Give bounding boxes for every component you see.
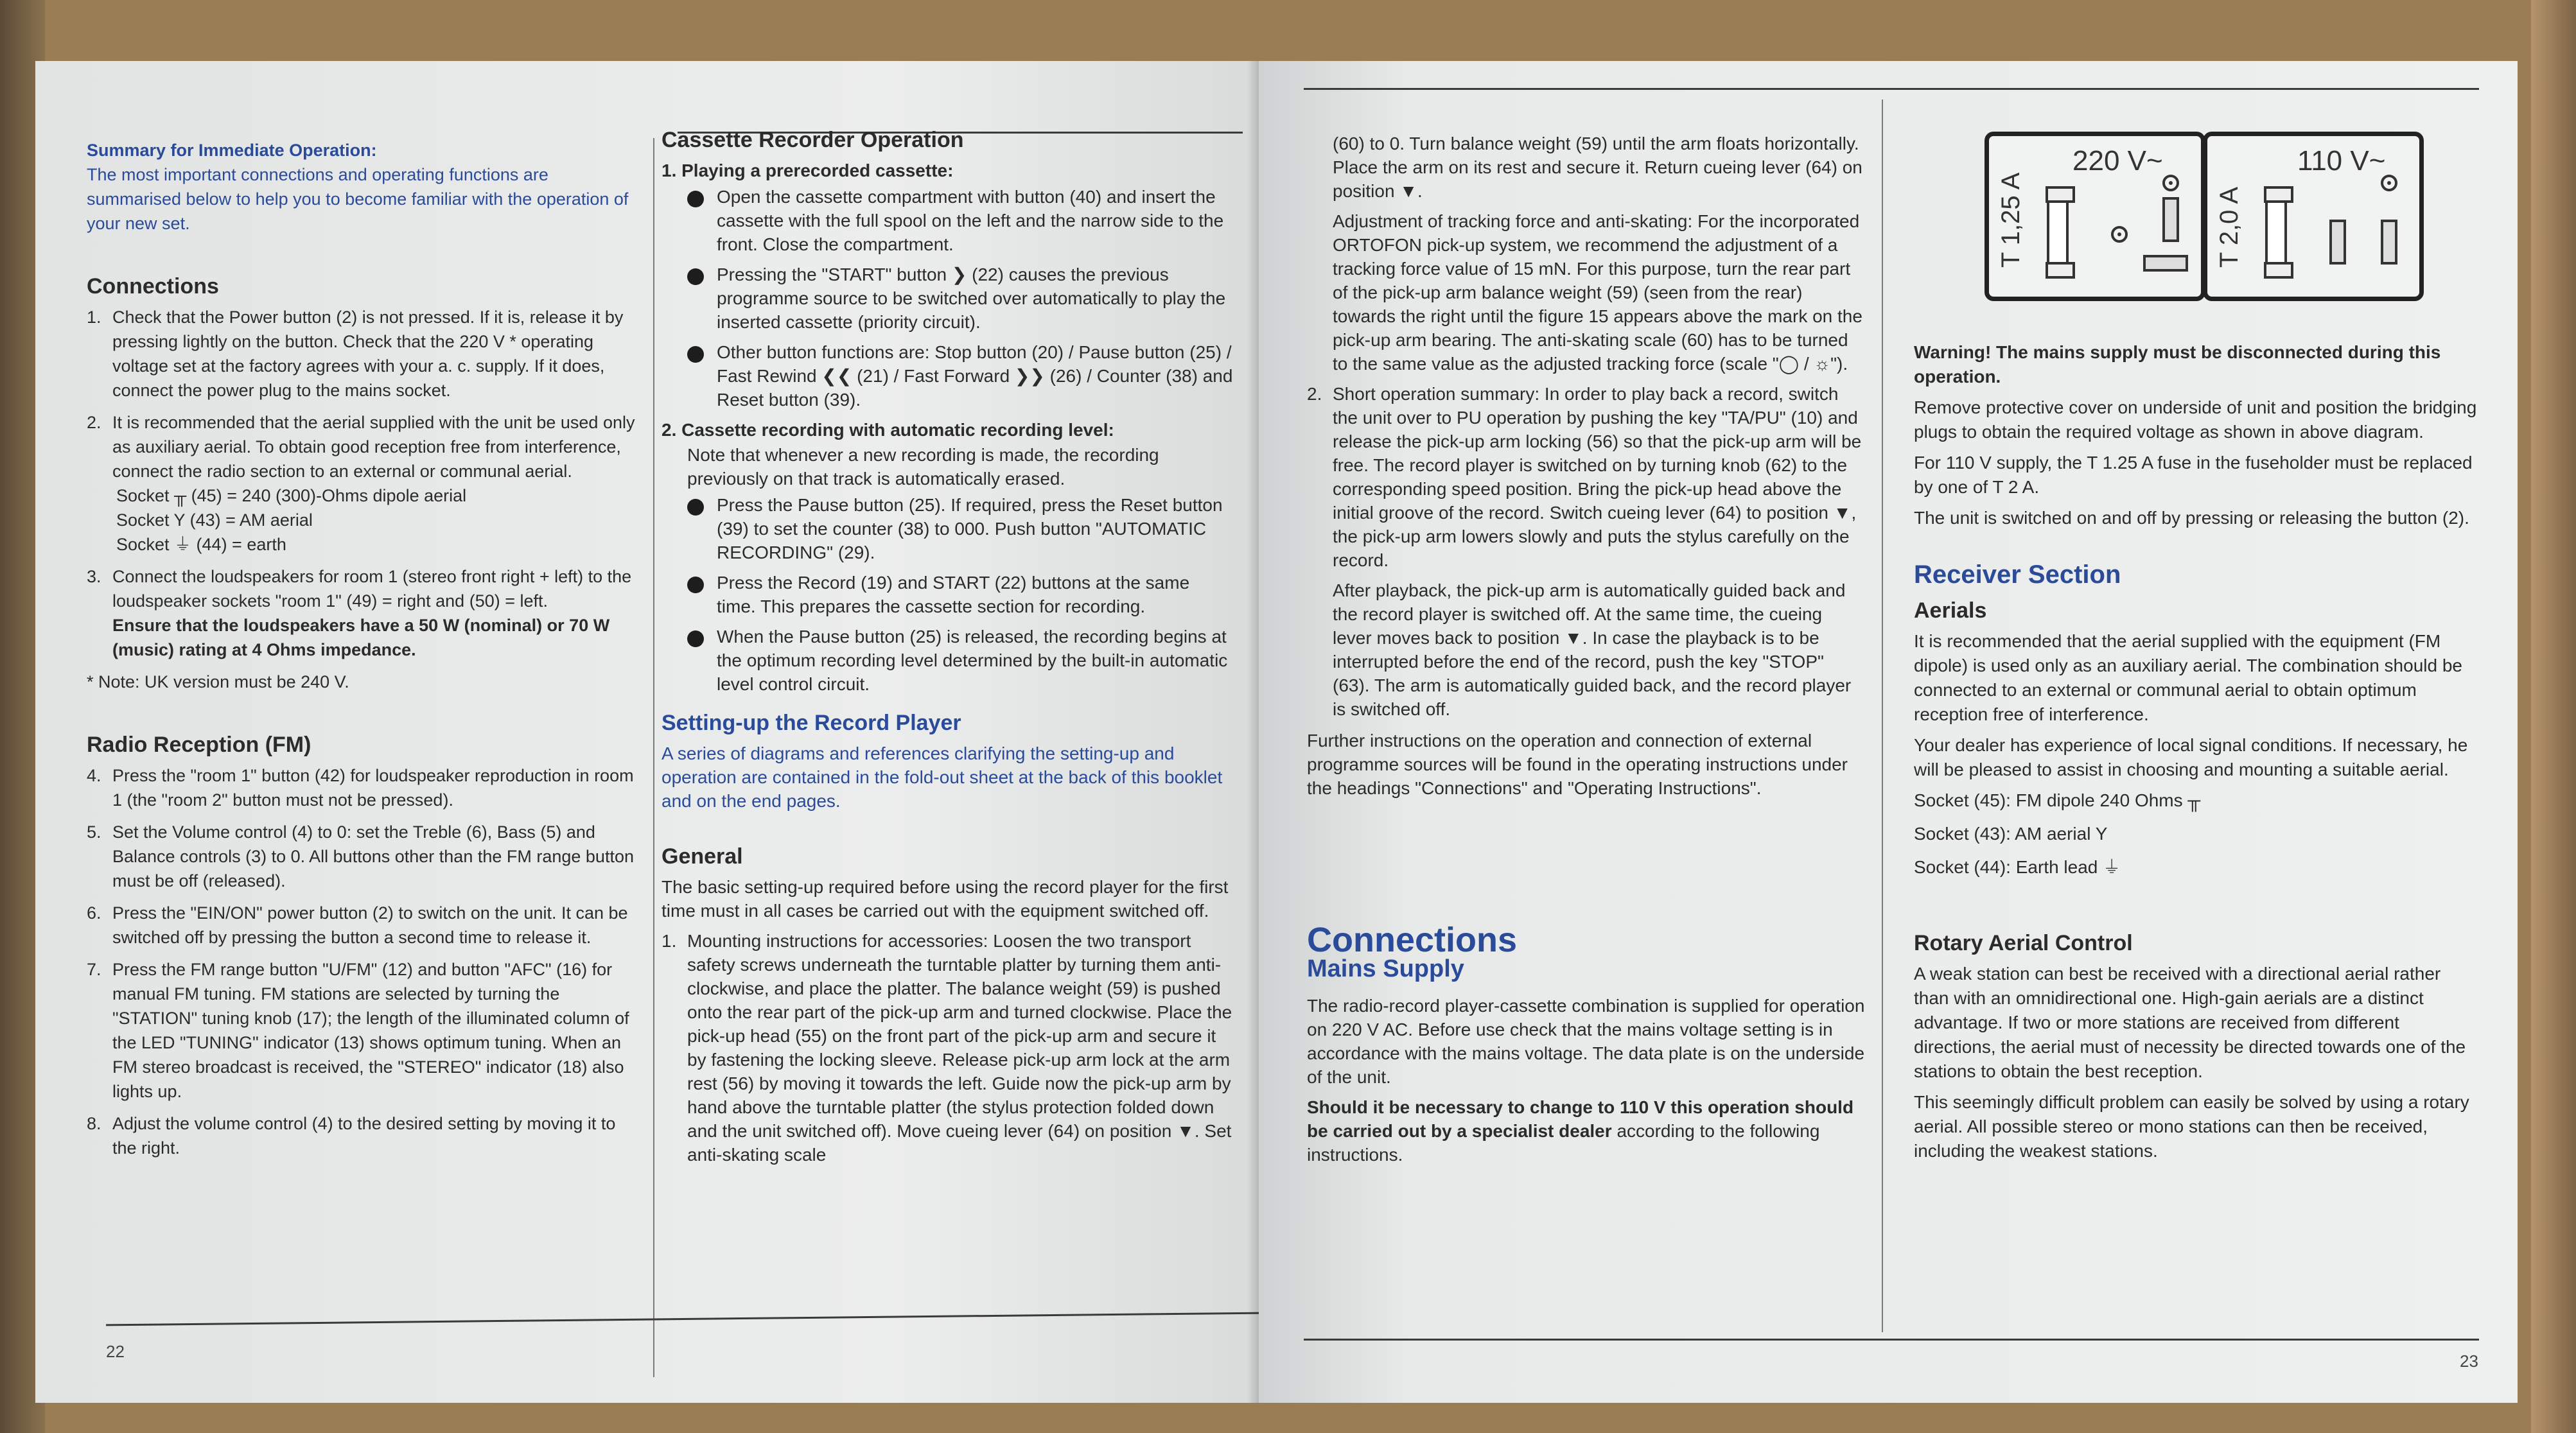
contact-icon <box>2381 175 2397 191</box>
general-heading: General <box>662 844 743 869</box>
warning-text: Warning! The mains supply must be disconnected during this operation. <box>1914 342 2441 386</box>
connections-item-1: 1. Check that the Power button (2) is not pressed. If it is, release it by pressing lightly on the button. Check that the 220 V * operating voltage set at the factory agrees with your a. c. supply. If it does, connect the power plug to the mains socket. <box>87 308 624 400</box>
bridge-plug-icon <box>2329 220 2346 265</box>
fuse-diagram-110v <box>2203 132 2424 301</box>
further-text: Further instructions on the operation and connection of external programme sources will be found in the operating instructions under the headings "Connections" and "Operating Instructions". <box>1307 731 1848 798</box>
left-page <box>35 61 1259 1403</box>
radio-item: 4. Press the "room 1" button (42) for loudspeaker reproduction in room 1 (the "room 2" button must not be pressed). <box>87 766 634 810</box>
receiver-heading: Receiver Section <box>1914 560 2121 589</box>
right-page <box>1259 61 2518 1403</box>
radio-item: 6. Press the "EIN/ON" power button (2) to switch on the unit. It can be switched off by pressing the button a second time to release it. <box>87 903 628 947</box>
continuation-text: (60) to 0. Turn balance weight (59) until the arm floats horizontally. Place the arm on its rest and secure it. Return cueing lever (64) on position ▼. <box>1333 134 1862 201</box>
cassette-note: Note that whenever a new recording is made, the recording previously on that track is automatically erased. <box>687 445 1159 489</box>
socket-line: Socket ⏚ (44) = earth <box>116 535 286 554</box>
mains-tail: according to the following instructions. <box>1307 1121 1820 1165</box>
left-column <box>87 138 639 1168</box>
connections-heading: Connections <box>1307 921 1518 959</box>
fuse-rating-220: T 1,25 A <box>1997 172 2025 268</box>
rotary-text-2: This seemingly difficult problem can easily be solved by using a rotary aerial. All possible stereo or mono stations can then be received, including the weakest stations. <box>1914 1092 2469 1161</box>
remove-cover-text: Remove protective cover on underside of unit and position the bridging plugs to obtain the required voltage as shown in above diagram. <box>1914 397 2477 442</box>
summary-text: The most important connections and operating functions are summarised below to help you to become familiar with the operation of your new set. <box>87 165 629 233</box>
aerials-heading: Aerials <box>1914 598 1987 623</box>
mains-bold: Should it be necessary to change to 110 V this operation should be carried out by a specialist dealer <box>1307 1097 1854 1141</box>
bridge-plug-icon <box>2143 255 2188 272</box>
switch-text: The unit is switched on and off by pressing or releasing the button (2). <box>1914 508 2469 528</box>
mains-supply-heading: Mains Supply <box>1307 955 1464 982</box>
voltage-label-110: 110 V~ <box>2297 145 2386 177</box>
mains-bold-paragraph <box>1307 1095 1866 1167</box>
radio-item: 5. Set the Volume control (4) to 0: set the Treble (6), Bass (5) and Balance controls (3) to 0. All buttons other than the FM range button must be off (released). <box>87 822 634 890</box>
cassette-bullet: Pressing the "START" button ❯ (22) causes the previous programme source to be switched over automatically to play the inserted cassette (priority circuit). <box>687 263 1233 334</box>
fuse-diagram-220v <box>1985 132 2205 301</box>
cassette-sub2: 2. Cassette recording with automatic recording level: <box>662 420 1114 440</box>
connections-heading: Connections <box>87 274 219 299</box>
aerials-text-1: It is recommended that the aerial supplied with the equipment (FM dipole) is used only as an auxiliary aerial. The combination should be connected to an external or communal aerial to obtain optimum reception free of interference. <box>1914 631 2462 724</box>
connections-item-2: 2. It is recommended that the aerial supplied with the unit be used only as auxiliary aerial. To obtain good reception free from interference, connect the radio section to an external or communal aerial. Socket ╥ (45) = 240 (300)-Ohms dipole aerial Socket Y (43) = AM aerial Socket ⏚ (44) = earth <box>87 410 639 557</box>
cassette-sub1: 1. Playing a prerecorded cassette: <box>662 161 954 180</box>
top-rule <box>1304 88 2479 90</box>
right-col-1 <box>1307 132 1866 1173</box>
summary-item-2: 2. Short operation summary: In order to play back a record, switch the unit over to PU operation by pushing the key "TA/PU" (10) and release the pick-up arm locking (56) so that the pick-up arm will be free. The record player is switched on by turning knob (62) to the corresponding speed position. Bring the pick-up head above the initial groove of the record. Switch cueing lever (64) to position ▼, the pick-up arm lowers slowly and puts the stylus carefully on the record. After playback, the pick-up arm is automatically guided back and the record player is switched off. At the same time, the cueing lever moves back to position ▼. In case the playback is to be interrupted before the end of the record, push the key "STOP" (63). The arm is automatically guided back, and the record player is switched off. <box>1307 382 1866 721</box>
contact-icon <box>2111 226 2128 243</box>
general-item: 1. Mounting instructions for accessories: Loosen the two transport safety screws underneath the turntable platter by turning them anti-clockwise, and place the platter. The balance weight (59) is pushed onto the rear part of the pick-up arm and turned clockwise. Place the pick-up head (55) on the front part of the pick-up arm and secure it by fastening the locking sleeve. Release pick-up arm lock at the arm rest (56) by moving it towards the left. Guide now the pick-up arm by hand above the turntable platter (the stylus protection folded down and the unit switched off). Move cueing lever (64) on position ▼. Set anti-skating scale <box>662 931 1232 1165</box>
aerials-text-2: Your dealer has experience of local signal conditions. If necessary, he will be pleased to assist in choosing and mounting a suitable aerial. <box>1914 735 2468 779</box>
socket-line: Socket Y (43) = AM aerial <box>116 510 313 530</box>
radio-heading: Radio Reception (FM) <box>87 733 311 757</box>
radio-item: 8. Adjust the volume control (4) to the desired setting by moving it to the right. <box>87 1114 616 1158</box>
cassette-heading: Cassette Recorder Operation <box>662 128 964 152</box>
fuse-icon <box>2265 187 2287 277</box>
voltage-label-220: 220 V~ <box>2072 145 2163 177</box>
cassette-bullet: Press the Pause button (25). If required, press the Reset button (39) to set the counter (38) to 000. Push button "AUTOMATIC RECORDING" (29). <box>687 493 1233 564</box>
fuse-icon <box>2047 187 2069 277</box>
page-number-right: 23 <box>2460 1351 2478 1371</box>
summary-title: Summary for Immediate Operation: <box>87 141 377 160</box>
cassette-bullet: Open the cassette compartment with button (40) and insert the cassette with the full spool on the left and the narrow side to the front. Close the compartment. <box>687 185 1233 256</box>
connections-item-3: 3. Connect the loudspeakers for room 1 (stereo front right + left) to the loudspeaker sockets "room 1" (49) = right and (50) = left. Ensure that the loudspeakers have a 50 W (nominal) or 70 W (music) rating at 4 Ohms impedance. <box>87 564 639 662</box>
adjustment-text: Adjustment of tracking force and anti-skating: For the incorporated ORTOFON pick-up system, we recommend the adjustment of a tracking force value of 15 mN. For this purpose, turn the rear part of the pick-up arm balance weight (59) (seen from the rear) towards the right until the figure 15 appears above the mark on the pick-up arm bearing. The anti-skating scale (60) has to be turned to the same value as the adjusted tracking force (scale "◯ / ☼"). <box>1333 211 1862 374</box>
middle-column <box>662 128 1233 1174</box>
page-number-left: 22 <box>106 1342 125 1361</box>
record-player-heading: Setting-up the Record Player <box>662 711 961 735</box>
contact-icon <box>2162 175 2179 191</box>
fuse-110-text: For 110 V supply, the T 1.25 A fuse in the fuseholder must be replaced by one of T 2 A. <box>1914 453 2473 497</box>
rotary-heading: Rotary Aerial Control <box>1914 931 2133 955</box>
cassette-bullet: Press the Record (19) and START (22) buttons at the same time. This prepares the cassette section for recording. <box>687 571 1233 618</box>
rotary-text-1: A weak station can best be received with a directional aerial rather than with an omnidirectional one. High-gain aerials are a distinct advantage. If two or more stations are received from different directions, the aerial must of necessity be directed towards one of the stations to obtain the best reception. <box>1914 964 2466 1081</box>
socket-line: Socket (45): FM dipole 240 Ohms ╥ <box>1914 790 2201 810</box>
mains-text: The radio-record player-cassette combination is supplied for operation on 220 V AC. Before use check that the mains voltage setting is in accordance with the mains voltage. The data plate is on the underside of the unit. <box>1307 996 1865 1087</box>
ensure-text: Ensure that the loudspeakers have a 50 W (nominal) or 70 W (music) rating at 4 Ohms impedance. <box>112 616 610 659</box>
background-right <box>2531 0 2576 1433</box>
general-text: The basic setting-up required before using the record player for the first time must in all cases be carried out with the equipment switched off. <box>662 877 1229 921</box>
column-divider <box>1882 100 1883 1332</box>
uk-note: * Note: UK version must be 240 V. <box>87 672 349 691</box>
socket-line: Socket (43): AM aerial Y <box>1914 824 2108 844</box>
radio-item: 7. Press the FM range button "U/FM" (12) and button "AFC" (16) for manual FM tuning. FM stations are selected by turning the "STATION" tuning knob (17); the length of the illuminated column of the LED "TUNING" indicator (13) shows optimum tuning. When an FM stereo broadcast is received, the "STEREO" indicator (18) also lights up. <box>87 960 629 1101</box>
cassette-bullet: Other button functions are: Stop button (20) / Pause button (25) / Fast Rewind ❮❮ (21) / Fast Forward ❯❯ (26) / Counter (38) and Reset button (39). <box>687 340 1233 412</box>
after-playback-text: After playback, the pick-up arm is automatically guided back and the record player is switched off. At the same time, the cueing lever moves back to position ▼. In case the playback is to be interrupted before the end of the record, push the key "STOP" (63). The arm is automatically guided back, and the record player is switched off. <box>1333 580 1852 719</box>
fuse-rating-110: T 2,0 A <box>2215 186 2243 268</box>
record-player-text: A series of diagrams and references clarifying the setting-up and operation are contained in the fold-out sheet at the back of this booklet and on the end pages. <box>662 743 1223 811</box>
bottom-rule <box>106 1312 1262 1326</box>
bottom-rule <box>1304 1339 2479 1341</box>
cassette-bullet: When the Pause button (25) is released, the recording begins at the optimum recording level determined by the built-in automatic level control circuit. <box>687 625 1233 696</box>
socket-line: Socket ╥ (45) = 240 (300)-Ohms dipole aerial <box>116 486 467 505</box>
right-col-2 <box>1914 340 2479 1170</box>
bridge-plug-icon <box>2162 197 2179 242</box>
bridge-plug-icon <box>2381 220 2397 265</box>
socket-line: Socket (44): Earth lead ⏚ <box>1914 857 2121 877</box>
column-divider <box>653 138 654 1377</box>
